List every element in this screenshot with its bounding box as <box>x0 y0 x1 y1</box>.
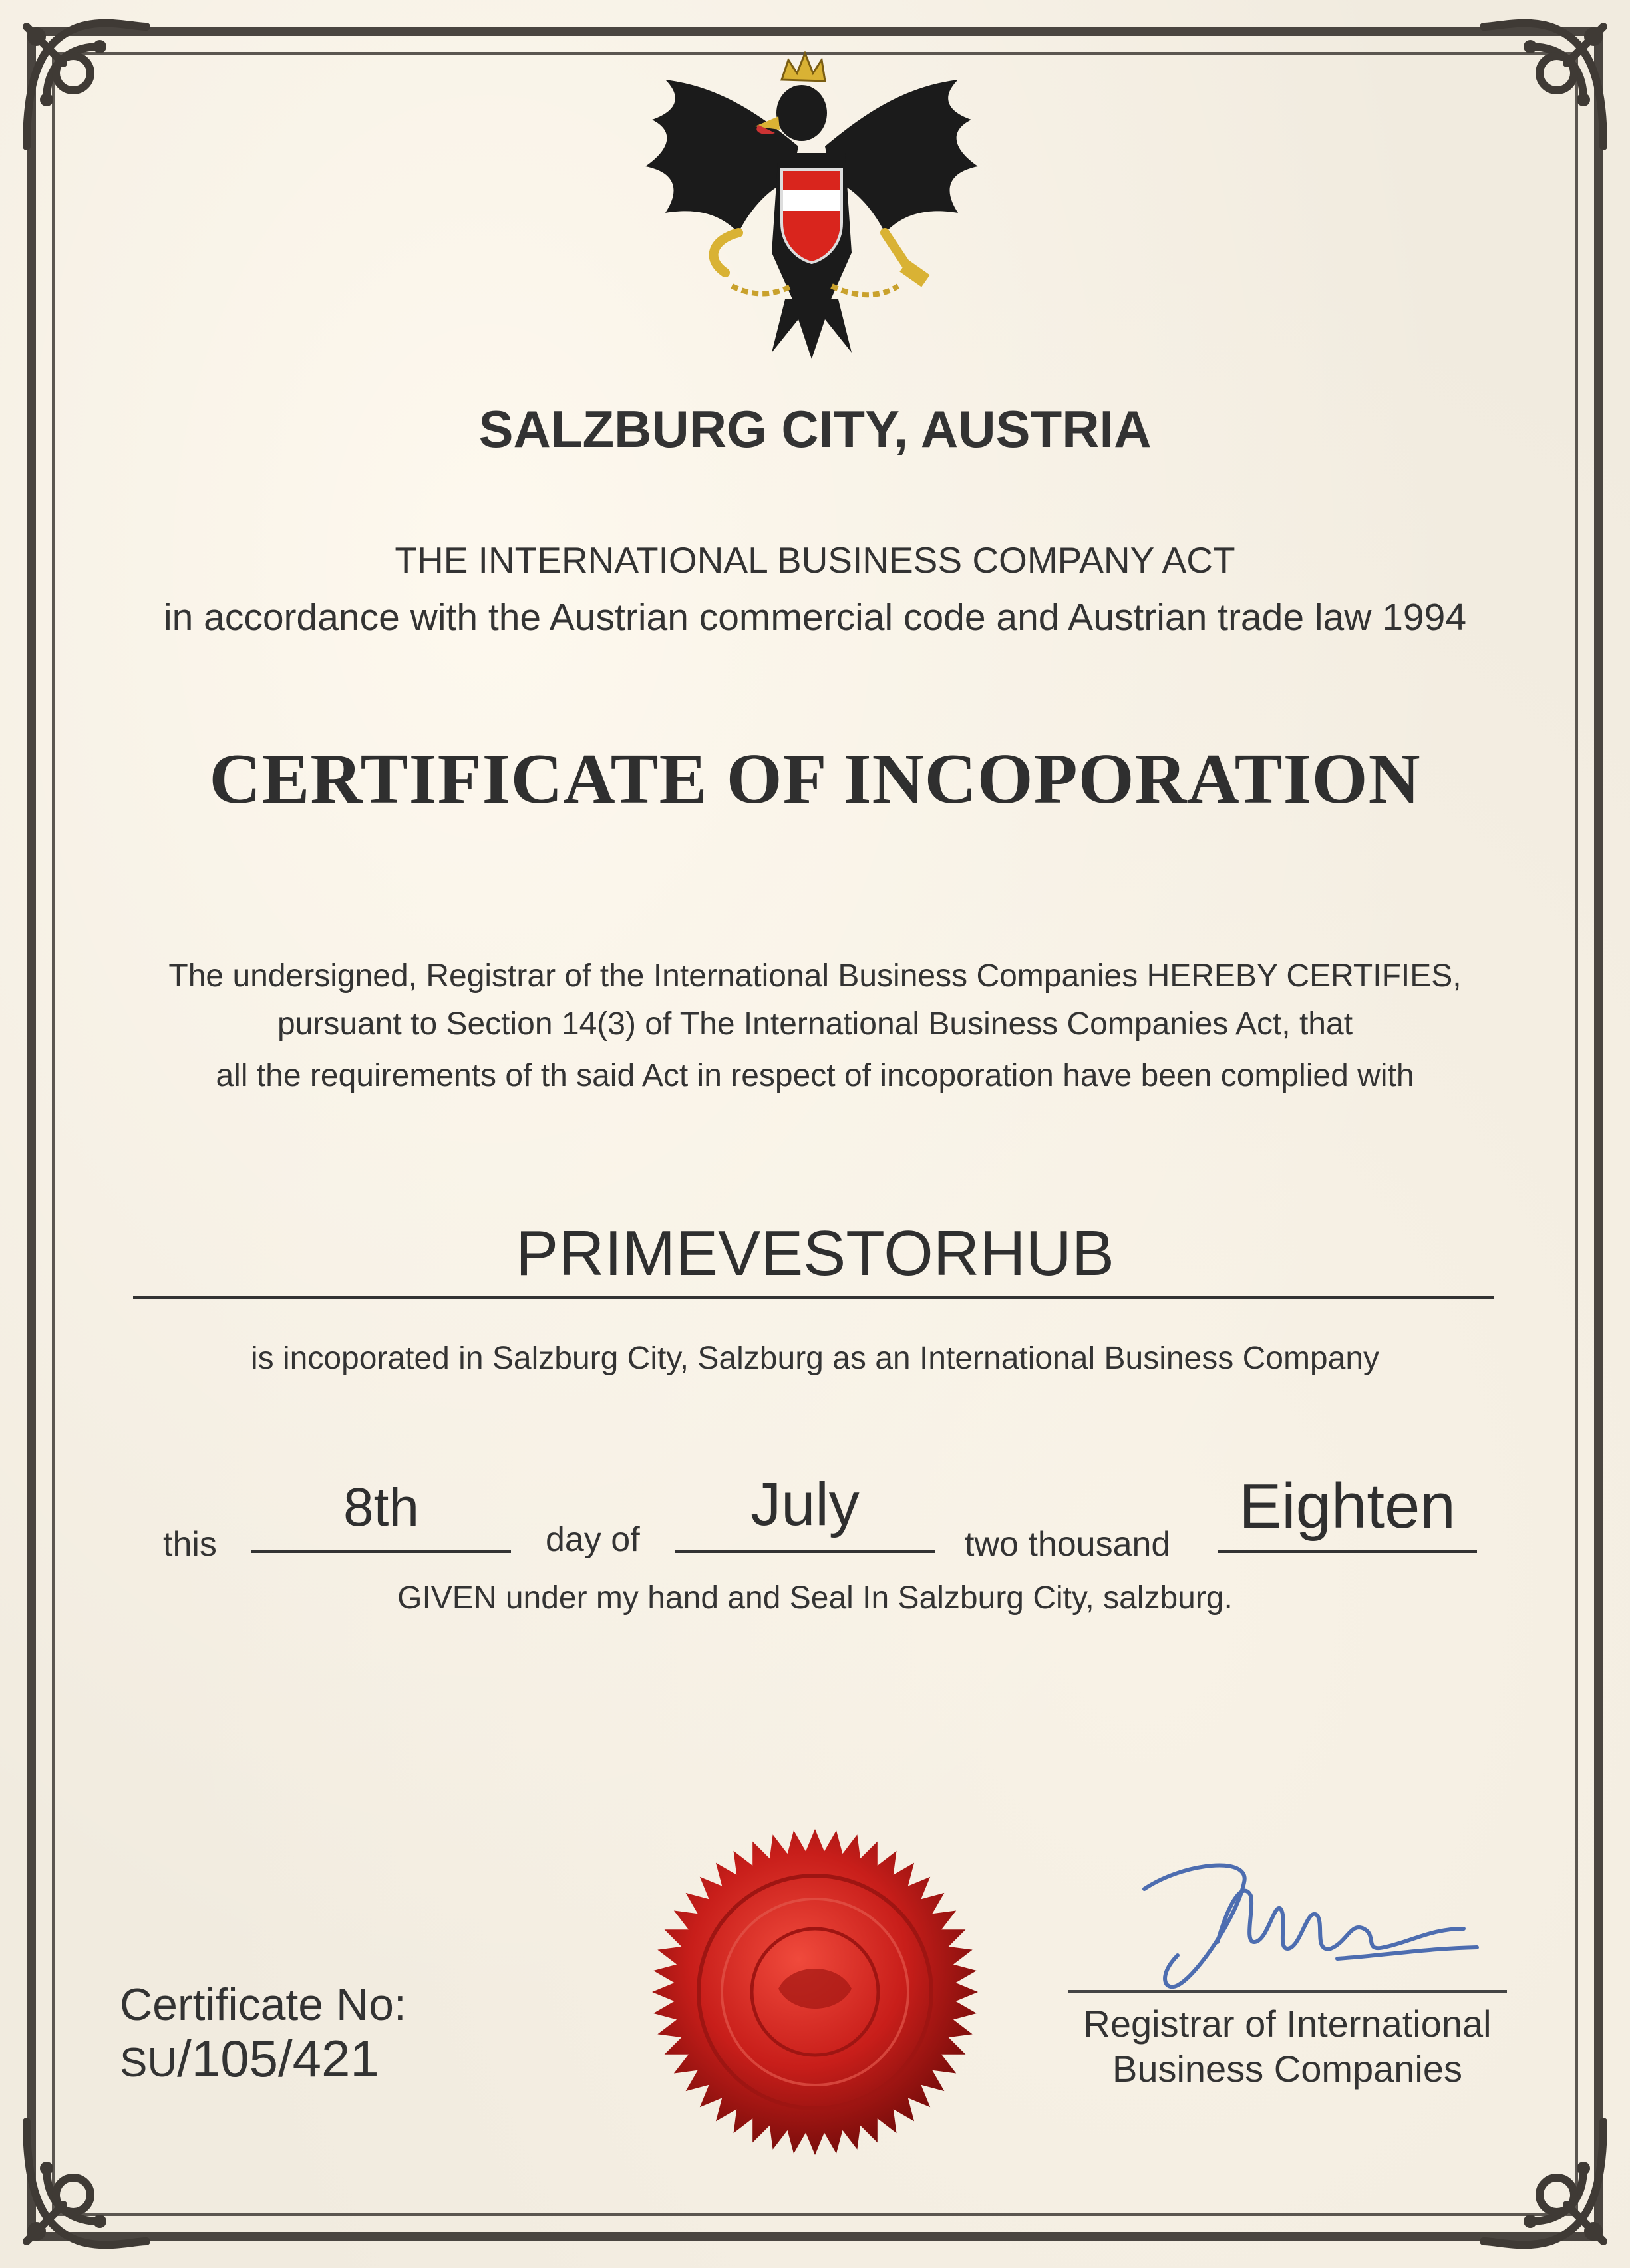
body-line-3: all the requirements of th said Act in respect of incoporation have been complied with <box>216 1058 1414 1093</box>
austrian-eagle-coat-of-arms-icon <box>625 33 998 366</box>
location-heading: SALZBURG CITY, AUSTRIA <box>478 400 1152 458</box>
date-day-value: 8th <box>343 1477 419 1538</box>
given-statement: GIVEN under my hand and Seal In Salzburg City, salzburg. <box>397 1580 1233 1616</box>
date-day-of-label: day of <box>546 1520 640 1559</box>
ornamental-corner-icon <box>1457 0 1630 173</box>
date-day-line <box>251 1550 511 1553</box>
ornamental-corner-icon <box>0 0 173 173</box>
date-month-line <box>675 1550 935 1553</box>
act-subtitle: in accordance with the Austrian commercial code and Austrian trade law 1994 <box>163 596 1467 638</box>
date-year-line <box>1218 1550 1477 1553</box>
body-line-1: The undersigned, Registrar of the International Business Companies HEREBY CERTIFIES, <box>168 958 1462 994</box>
certificate-title: CERTIFICATE OF INCOPORATION <box>209 740 1421 819</box>
incorporation-statement: is incoporated in Salzburg City, Salzburg as an International Business Company <box>250 1341 1380 1376</box>
certificate-number-value: /105/421 <box>177 2029 379 2088</box>
body-line-2: pursuant to Section 14(3) of The International Business Companies Act, that <box>277 1006 1353 1042</box>
ornamental-corner-icon <box>1457 2095 1630 2268</box>
act-title: THE INTERNATIONAL BUSINESS COMPANY ACT <box>395 539 1235 581</box>
certificate-number <box>120 2029 379 2089</box>
certificate-number-prefix: SU <box>120 2040 178 2086</box>
date-this-label: this <box>163 1525 217 1564</box>
registrar-title-line-1: Registrar of International <box>1083 2003 1492 2045</box>
date-year-value: Eighten <box>1239 1471 1456 1542</box>
red-wax-seal-icon <box>645 1822 985 2162</box>
ornamental-corner-icon <box>0 2095 173 2268</box>
registrar-signature <box>1118 1842 1490 1995</box>
registrar-title-line-2: Business Companies <box>1112 2048 1463 2090</box>
date-two-thousand-label: two thousand <box>965 1525 1171 1564</box>
date-month-value: July <box>750 1471 860 1538</box>
certificate-number-label: Certificate No: <box>120 1979 407 2030</box>
signature-line <box>1068 1990 1507 1993</box>
company-name-underline <box>133 1296 1494 1299</box>
company-name: PRIMEVESTORHUB <box>516 1218 1114 1289</box>
